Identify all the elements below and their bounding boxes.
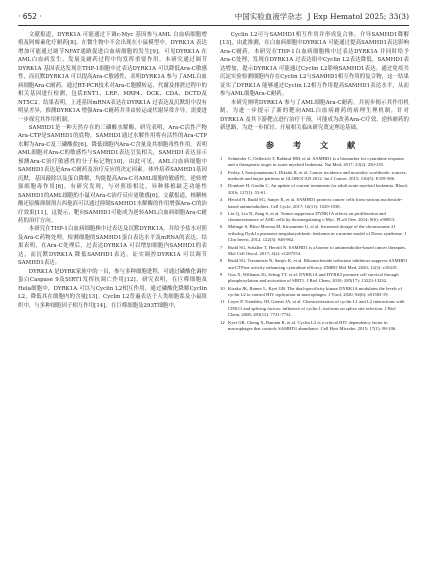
reference-number: 3 xyxy=(220,183,223,189)
right-column xyxy=(220,31,409,333)
journal-title xyxy=(232,10,409,24)
reference-item xyxy=(220,183,409,196)
reference-text: Ferlay J, Soerjomataram I, Dikshit R, et al. Cancer incidence and mortality worldwide: sources, methods and major patterns in GLOBOCAN 2012. Int J Cancer, 2015; 136(5): E359-386. xyxy=(228,169,407,182)
reference-text: Loyer P, Trembley JH, Grenet JA, et al. Characterization of cyclin L1 and L2 interactions with CDK11 and splicing factors: influence of cyclin L isoforms on splice site selection. J Biol Chem, 2008; 283(12): 7721-7732. xyxy=(228,299,405,318)
reference-text: Rudd SG, Schaller T, Herold N. SAMHD1 is a barrier to antimetabolite-based cancer therapies. Mol Cell Oncol, 2017; 4(2): e1287554. xyxy=(228,244,407,257)
journal-title-cn: 中国实验血液学杂志 xyxy=(234,12,303,21)
reference-text: Liu Q, Liu N, Zang S, et al. Tumor suppressor DYRK1A effects on proliferation and chemoresistance of AML cells by downregulating c-Myc. PLoS One, 2014; 9(6): e98853. xyxy=(228,210,396,223)
reference-item xyxy=(220,170,409,183)
references-heading: 参 考 文 献 xyxy=(265,140,364,151)
reference-item xyxy=(220,224,409,244)
page-number: · 652 · xyxy=(18,12,42,21)
reference-item xyxy=(220,156,409,169)
body-paragraph: SAMHD1是一种天然存在的三磷酸水解酶，研究表明，Ara-C活性产物Ara-CTP是SAMHD1的底物，SAMHD1通过水解作用将有活性的Ara-CTP水解为Ara-C及三磷酸盐[6]，降低细胞内Ara-C含量及其细胞毒性作用。表明AML细胞对Ara-C的敏感性与SAMHD1表达呈负相关，SAMHD1表达显示预测Ara-C治疗敏感性的分子标记物[10]，由此可见，AML白血病细胞中SAMHD1表达是Ara-C耐药及治疗反应的决定因素。体外培养SAMHD1基因沉默，基因敲除以及蛋白降解，均能提高Ara-C对AML细胞的敏感性，逆转增强细胞毒作用[6]，有研究发现，与对照组相比，异种移植缺乏功能性SAMHD1的AML细胞的小鼠对Ara-C治疗反应更敏感[6]。文献报道，核糖核酸还原酶抑制剂吉西他滨可以通过抑制SAMHD1水解酶的作用增强Ara-C的治疗效果[11]。这提示，靶向SAMHD1可能成为逆转AML白血病细胞Ara-C耐药的治疗方向。 xyxy=(18,124,207,224)
reference-item xyxy=(220,299,409,319)
body-paragraph: Cyclin L2可与SAMHD1相互作用并形成复合体，介导SAMHD1降解[13]，由此推测，在白血病细胞中DYRK1A 可能通过提高SAMHD1表达影响Ara-C耐药，本研究在THP-1白血病细胞株中过表达DYRK1A 并同时给予Ara-C处理，发现在DYRK1A 过表达组中Cyclin L2表达降低，SAMHD1表达增加，提示DYRK1A 可能通过Cyclin L2影响SAMHD1表达。通过免疫共沉淀实验检测细胞内存在Cyclin L2与SAMHD1相互作用的复合物，这一结果证实了DYRK1A 能够通过Cyclin L2相互作用提高SAMHD1表达水平，从而参与AML细胞Ara-C耐药。 xyxy=(220,32,409,98)
reference-number: 7 xyxy=(220,244,223,250)
reference-number: 6 xyxy=(220,224,223,230)
reference-item xyxy=(220,197,409,210)
reference-text: Rudd SG, Tsesmetzis N, Sanjiv K, et al. Ribonucleotide reductase inhibitors suppress SAMHD1 ara-CTPase activity enhancing cytarabine efficacy. EMBO Mol Med, 2020; 12(3): e10419. xyxy=(228,258,408,270)
reference-item xyxy=(220,211,409,224)
reference-number: 12 xyxy=(220,319,225,325)
body-paragraph: 文献报道，DYRK1A 可能通过下调c-Myc 基因参与AML 白血病细胞增殖及阿霉素化疗耐药[8]。在微生物中不会出现在小鼠模型中，DYRK1A 表达增加可能通过调节NFAT通路促进白血病细胞的发生[9]。可见DYRK1A 在AML白血病发生、发展及耐药过程中均发挥重要作用。本研究通过调节DYRK1A 基因表达发现在THP-1细胞中过表达DYRK1A 可以降低Ara-C敏感性，而沉默DYRK1A 可以提高Ara-C敏感性，表明DYRK1A 参与了AML白血病细胞Ara-C耐药。通过RT-PCR技术对Ara-C胞膜转运、代谢及排泄过程中的相关基因进行检测，包括ENT1、LRP、MRP4、DCK、CDA、DCTD及NT5C2。结果表明，上述基因mRNA表达在DYRK1A 过表达及沉默组中没有明显差异，推测DYRK1A 增强Ara-C耐药并非由转运或代谢异常介导，需要进一步探究其作用机制。 xyxy=(18,32,207,123)
reference-list xyxy=(220,156,409,333)
reference-item xyxy=(220,272,409,285)
reference-text: Schneider C, Oellerich T, Baldauf HM, et al. SAMHD1 is a biomarker for cytarabine response and a therapeutic target in acute myeloid leukemia. Nat Med, 2017; 23(2): 250-255. xyxy=(228,155,405,168)
reference-number: 2 xyxy=(220,169,223,175)
running-header xyxy=(18,10,409,24)
reference-text: Kisaka JK, Ratner L, Kyei GB. The dual-specificity kinase DYRK1A modulates the levels of cyclin L2 to control HIV replication in macrophages. J Virol, 2020; 94(6): e01583-19. xyxy=(228,285,403,298)
journal-title-en: J Exp Hematol 2025; 33(3) xyxy=(307,12,409,21)
reference-item xyxy=(220,286,409,299)
left-column xyxy=(18,31,207,310)
reference-item xyxy=(220,245,409,258)
reference-number: 11 xyxy=(220,299,225,305)
reference-number: 4 xyxy=(220,196,223,202)
reference-number: 5 xyxy=(220,210,223,216)
reference-item xyxy=(220,320,409,333)
body-paragraph: DYRK1A 是DYRK家族中的一员，参与多种细胞进程，可通过磷酸化调控蛋白Caspase 9及SIRT1发挥抗凋亡作用[12]。研究表明，在巨噬细胞及Hela细胞中，DYRK1A 可以与Cyclin L2相互作用，通过磷酸化降解Cyclin L2，降低其在细胞内的含量[13]。Cyclin L2普遍表达于人类细胞系及小鼠组织中，与多种细胞因子相互作用[14]。在巨噬细胞及293T细胞中， xyxy=(18,268,207,309)
reference-text: Herold N, Rudd SG, Sanjiv K, et al. SAMHD1 protects cancer cells from various nucleoside-based antimetabolites. Cell Cycle, 2017; 16(11): 1029-1038. xyxy=(228,196,403,209)
body-paragraph: 本研究阐明DYRK1A 参与了AML细胞Ara-C耐药，并初步揭示其作用机制，为进一步提示了新的靶向AML白血病耐药的病理生理机制，针对DYRK1A 及其下游靶点进行治疗干预，可能成为改善Ara-C疗效、逆转耐药的新思路，为进一步探讨、开展相关临床研究奠定理论基础。 xyxy=(220,99,409,131)
reference-number: 8 xyxy=(220,258,223,264)
reference-number: 9 xyxy=(220,271,223,277)
reference-item xyxy=(220,258,409,271)
header-rule xyxy=(18,25,409,26)
body-paragraph: 本研究在THP-1白血病细胞株中过表达及沉默DYRK1A，并给予盐水对照及Ara-C药物处理，检测细胞的SAMHD1蛋白表达水平及mRNA的表达。结果表明，在Ara-C处理后，过表达DYRK1A 可以增加细胞内SAMHD1的表达，而沉默DYRK1A 降低SAMHD1表达，证实调控DYRK1A 可以调节SAMHD1表达。 xyxy=(18,226,207,267)
reference-text: Malinge S, Bliss-Moreau M, Kirsammer G, et al. Increased dosage of the chromosome 21 ortholog Dyrk1a promotes megakaryoblastic leukemia in a murine model of Down syndrome. J Clin Invest, 2012; 122(3): 948-962. xyxy=(228,224,407,243)
reference-text: Dombret H, Gardin C. An update of current treatments for adult acute myeloid leukemia. Blood, 2016; 127(1): 53-61. xyxy=(228,183,408,195)
reference-text: Kyei GB, Cheng X, Ramani R, et al. Cyclin L2 is a critical HIV dependency factor in macrophages that controls SAMHD1 abundance. Cell Host Microbe, 2015; 17(1): 98-106. xyxy=(228,319,397,332)
reference-number: 10 xyxy=(220,285,225,291)
reference-number: 1 xyxy=(220,155,223,161)
reference-text: Guo X, Williams JG, Schug TT, et al. DYRK1A and DYRK3 promote cell survival through phosphorylation and activation of SIRT1. J Biol Chem, 2010; 285(17): 13223-13232. xyxy=(228,271,399,284)
